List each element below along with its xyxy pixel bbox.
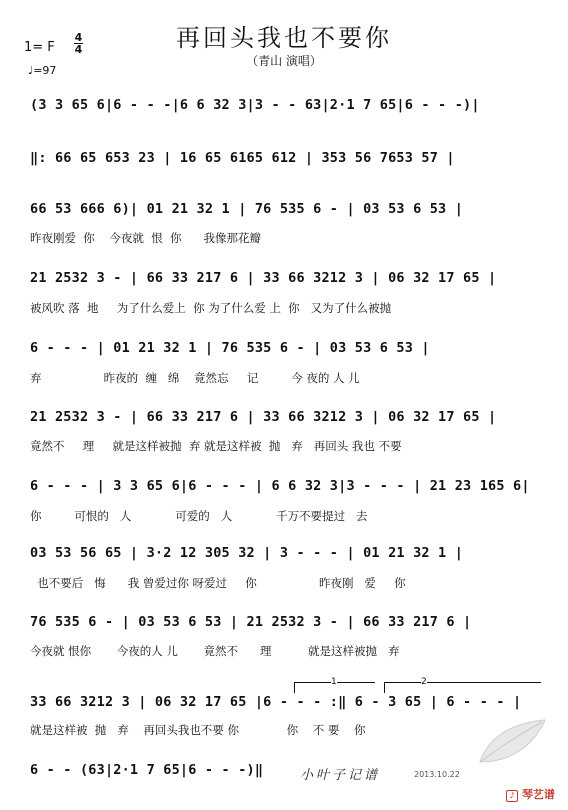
volta-bracket-1 <box>294 677 375 693</box>
score-line-1: (3 3 65 6|6 - - -|6 6 32 3|3 - - 63|2·1 7 65|6 - - -)| <box>30 97 480 113</box>
score-line-9: 76 535 6 - | 03 53 6 53 | 21 2532 3 - | 66 33 217 6 | <box>30 614 472 630</box>
lyric-line-4: 被风吹 落 地 为了什么爱上 你 为了什么爱 上 你 又为了什么被抛 <box>30 301 392 315</box>
lyric-line-6: 竟然不 理 就是这样被抛 弃 就是这样被 抛 弃 再回头 我也 不要 <box>30 439 402 453</box>
score-line-2: ‖: 66 65 653 23 | 16 65 6165 612 | 353 56 7653 57 | <box>30 150 455 166</box>
leaf-icon <box>470 712 550 772</box>
song-title: 再回头我也不要你 <box>176 24 392 52</box>
lyric-line-7: 你 可恨的 人 可爱的 人 千万不要提过 去 <box>30 509 368 523</box>
volta-bracket-2 <box>384 677 541 693</box>
volta-number-2: 2 <box>421 677 427 687</box>
brand-logo-icon: ♪ <box>506 790 518 802</box>
score-line-7: 6 - - - | 3 3 65 6|6 - - - | 6 6 32 3|3 - - - | 21 23 165 6| <box>30 478 530 494</box>
score-line-6: 21 2532 3 - | 66 33 217 6 | 33 66 3212 3 | 06 32 17 65 | <box>30 409 497 425</box>
transcriber-credit: 小叶子记谱 <box>300 768 381 783</box>
volta-number-1: 1 <box>331 677 337 687</box>
time-signature-bottom: 4 <box>74 43 83 56</box>
time-signature <box>74 32 83 55</box>
lyric-line-5: 弃 昨夜的 缠 绵 竟然忘 记 今 夜的 人 儿 <box>30 371 360 385</box>
time-signature-top: 4 <box>74 31 83 44</box>
score-line-5: 6 - - - | 01 21 32 1 | 76 535 6 - | 03 53 6 53 | <box>30 340 430 356</box>
transcription-date: 2013.10.22 <box>414 770 460 779</box>
score-line-8: 03 53 56 65 | 3·2 12 305 32 | 3 - - - | 01 21 32 1 | <box>30 545 464 561</box>
lyric-line-9: 今夜就 恨你 今夜的人 儿 竟然不 理 就是这样被抛 弃 <box>30 644 400 658</box>
tempo-marking: ♩=97 <box>28 64 57 77</box>
score-line-4: 21 2532 3 - | 66 33 217 6 | 33 66 3212 3 | 06 32 17 65 | <box>30 270 497 286</box>
singer-credit: （青山 演唱） <box>246 54 322 68</box>
lyric-line-8: 也不要后 悔 我 曾爱过你 呀爱过 你 昨夜刚 爱 你 <box>30 576 406 590</box>
key-signature: 1= F <box>24 40 55 55</box>
lyric-line-10: 就是这样被 抛 弃 再回头我也不要 你 你 不 要 你 <box>30 723 366 737</box>
lyric-line-3: 昨夜刚爱 你 今夜就 恨 你 我像那花瓣 <box>30 231 261 245</box>
site-watermark <box>506 786 555 802</box>
score-line-3: 66 53 666 6)| 01 21 32 1 | 76 535 6 - | 03 53 6 53 | <box>30 201 464 217</box>
brand-name: 琴艺谱 <box>521 788 555 801</box>
score-line-10: 33 66 3212 3 | 06 32 17 65 |6 - - - :‖ 6 - 3 65 | 6 - - - | <box>30 694 522 710</box>
score-line-11: 6 - - (63|2·1 7 65|6 - - -)‖ <box>30 762 264 778</box>
